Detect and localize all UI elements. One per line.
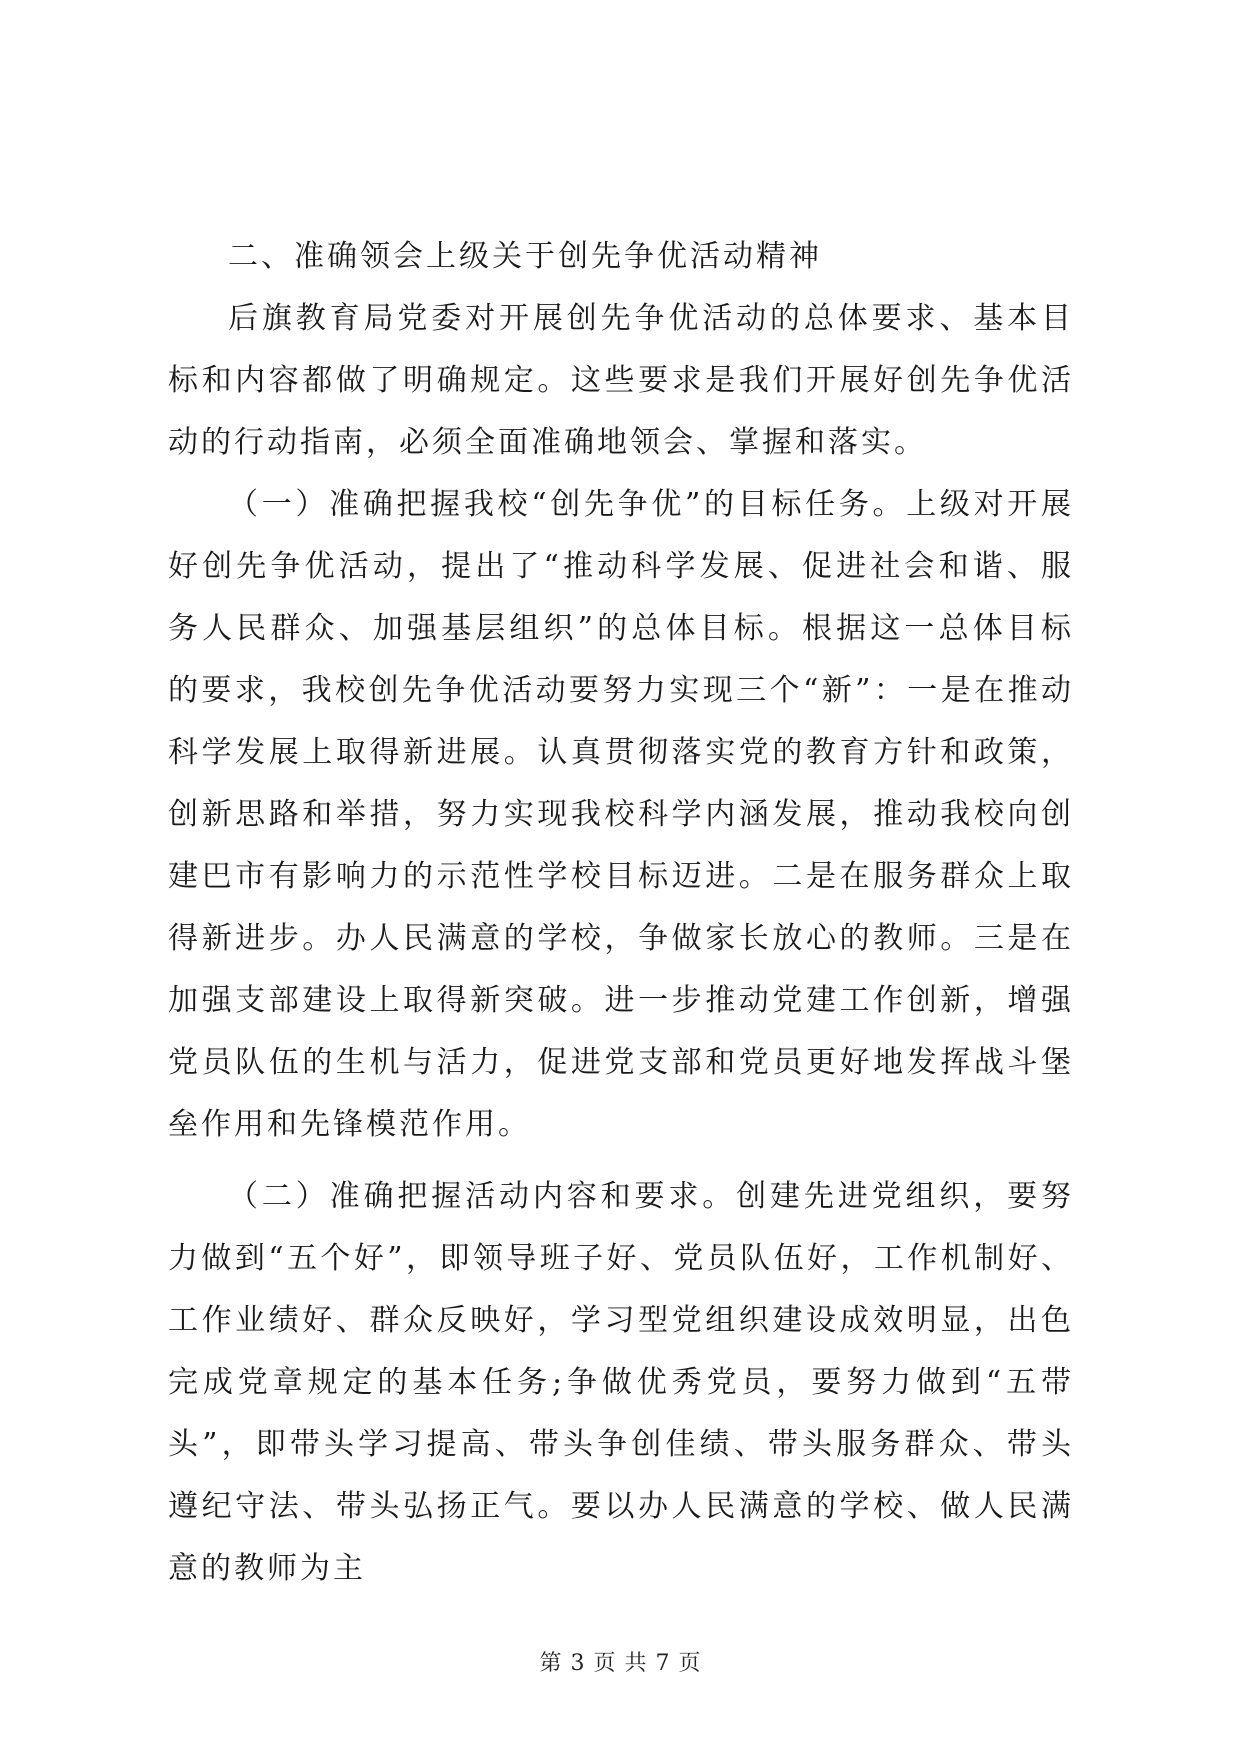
section-heading: 二、准确领会上级关于创先争优活动精神 (228, 239, 822, 274)
page-number-footer: 第 3 页 共 7 页 (539, 1651, 702, 1676)
document-body (168, 226, 1074, 1600)
paragraph-intro: 后旗教育局党委对开展创先争优活动的总体要求、基本目标和内容都做了明确规定。这些要求是我们开展好创先争优活动的行动指南，必须全面准确地领会、掌握和落实。 (168, 301, 1074, 460)
paragraph-goal-tasks: （一）准确把握我校“创先争优”的目标任务。上级对开展好创先争优活动，提出了“推动科学发展、促进社会和谐、服务人民群众、加强基层组织”的总体目标。根据这一总体目标的要求，我校创先争优活动要努力实现三个“新”：一是在推动科学发展上取得新进展。认真贯彻落实党的教育方针和政策，创新思路和举措，努力实现我校科学内涵发展，推动我校向创建巴市有影响力的示范性学校目标迈进。二是在服务群众上取得新进步。办人民满意的学校，争做家长放心的教师。三是在加强支部建设上取得新突破。进一步推动党建工作创新，增强党员队伍的生机与活力，促进党支部和党员更好地发挥战斗堡垒作用和先锋模范作用。 (168, 487, 1074, 1142)
paragraph-content-requirements: （二）准确把握活动内容和要求。创建先进党组织，要努力做到“五个好”，即领导班子好、党员队伍好，工作机制好、工作业绩好、群众反映好，学习型党组织建设成效明显，出色完成党章规定的基本任务;争做优秀党员，要努力做到“五带头”，即带头学习提高、带头争创佳绩、带头服务群众、带头遵纪守法、带头弘扬正气。要以办人民满意的学校、做人民满意的教师为主 (168, 1179, 1074, 1586)
